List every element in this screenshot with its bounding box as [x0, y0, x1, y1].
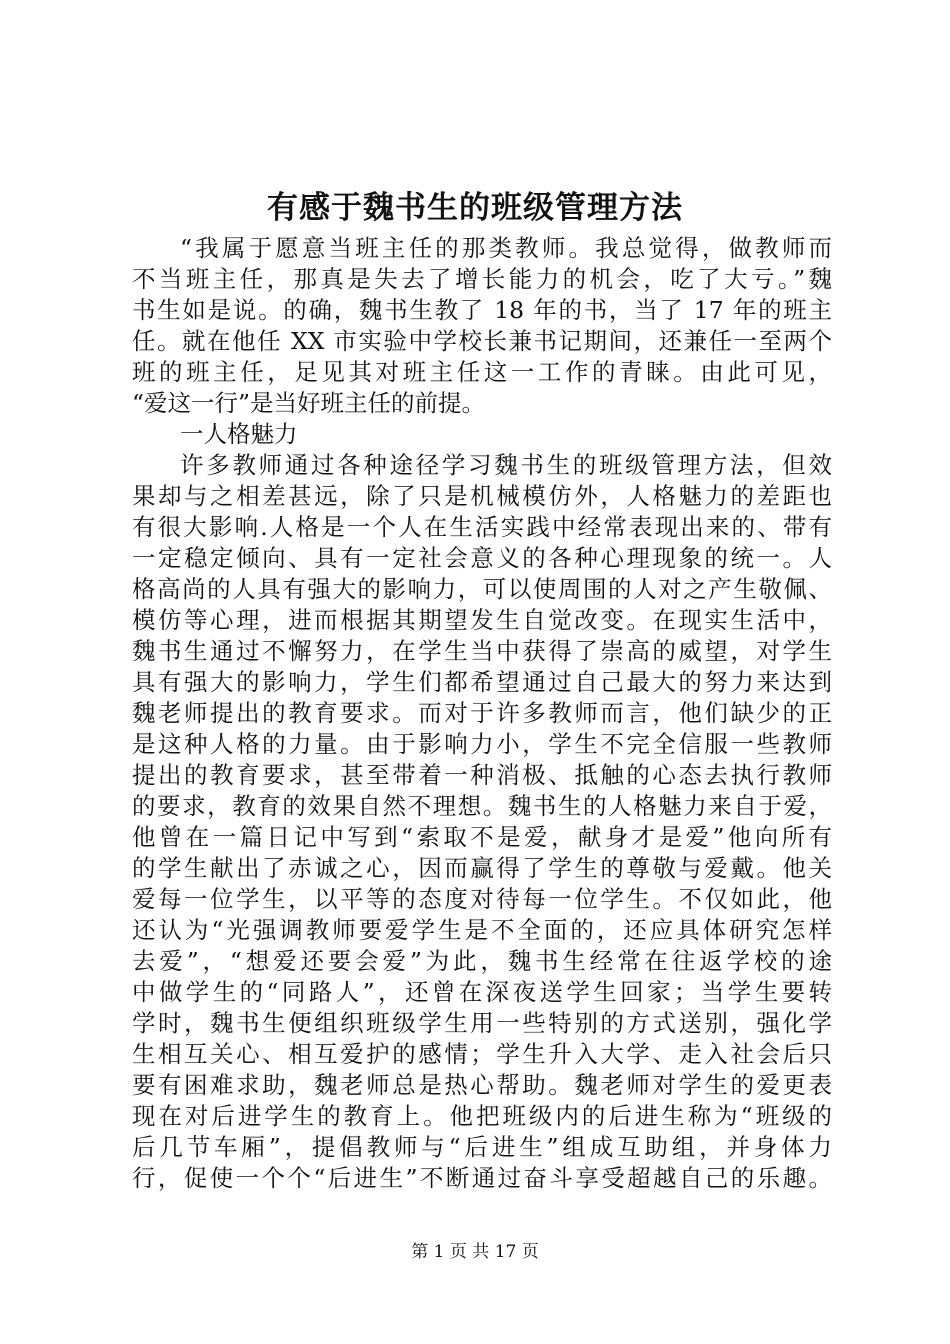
text-line: “爱这一行”是当好班主任的前提。 [132, 389, 486, 417]
text-line: 的要求，教育的效果自然不理想。魏书生的人格魅力来自于爱， [132, 792, 832, 820]
text-line: 提出的教育要求，甚至带着一种消极、抵触的心态去执行教师 [132, 761, 832, 789]
text-line: 任。就在他任 XX 市实验中学校长兼书记期间，还兼任一至两个 [132, 327, 832, 355]
text-line: 书生如是说。的确，魏书生教了 18 年的书，当了 17 年的班主 [132, 296, 832, 324]
document-title: 有感于魏书生的班级管理方法 [267, 190, 683, 226]
text-line: 爱每一位学生，以平等的态度对待每一位学生。不仅如此，他 [132, 885, 832, 913]
text-line: 还认为“光强调教师要爱学生是不全面的，还应具体研究怎样 [132, 916, 832, 944]
text-line: 果却与之相差甚远，除了只是机械模仿外，人格魅力的差距也 [132, 482, 832, 510]
text-line: 格高尚的人具有强大的影响力，可以使周围的人对之产生敬佩、 [132, 575, 832, 603]
text-line: 中做学生的“同路人”，还曾在深夜送学生回家；当学生要转 [132, 978, 832, 1006]
text-line: 要有困难求助，魏老师总是热心帮助。魏老师对学生的爱更表 [132, 1071, 832, 1099]
text-line: 行，促使一个个“后进生”不断通过奋斗享受超越自己的乐趣。 [132, 1164, 832, 1192]
text-line: 去爱”，“想爱还要会爱”为此，魏书生经常在往返学校的途 [132, 947, 832, 975]
page-number-footer: 第 1 页 共 17 页 [411, 1242, 539, 1262]
text-line: 是这种人格的力量。由于影响力小，学生不完全信服一些教师 [132, 730, 832, 758]
section-heading: 一人格魅力 [180, 420, 298, 448]
text-line: “我属于愿意当班主任的那类教师。我总觉得，做教师而 [180, 234, 832, 262]
text-line: 一定稳定倾向、具有一定社会意义的各种心理现象的统一。人 [132, 544, 832, 572]
text-line: 他曾在一篇日记中写到“索取不是爱，献身才是爱”他向所有 [132, 823, 832, 851]
text-line: 现在对后进学生的教育上。他把班级内的后进生称为“班级的 [132, 1102, 832, 1130]
text-line: 班的班主任，足见其对班主任这一工作的青睐。由此可见， [132, 358, 832, 386]
text-line: 不当班主任，那真是失去了增长能力的机会，吃了大亏。”魏 [132, 265, 832, 293]
text-line: 有很大影响.人格是一个人在生活实践中经常表现出来的、带有 [132, 513, 832, 541]
text-line: 生相互关心、相互爱护的感情；学生升入大学、走入社会后只 [132, 1040, 832, 1068]
text-line: 的学生献出了赤诚之心，因而赢得了学生的尊敬与爱戴。他关 [132, 854, 832, 882]
text-line: 模仿等心理，进而根据其期望发生自觉改变。在现实生活中， [132, 606, 832, 634]
text-line: 学时，魏书生便组织班级学生用一些特别的方式送别，强化学 [132, 1009, 832, 1037]
text-line: 许多教师通过各种途径学习魏书生的班级管理方法，但效 [180, 451, 832, 479]
text-line: 后几节车厢”，提倡教师与“后进生”组成互助组，并身体力 [132, 1133, 832, 1161]
text-line: 魏老师提出的教育要求。而对于许多教师而言，他们缺少的正 [132, 699, 832, 727]
text-line: 具有强大的影响力，学生们都希望通过自己最大的努力来达到 [132, 668, 832, 696]
text-line: 魏书生通过不懈努力，在学生当中获得了崇高的威望，对学生 [132, 637, 832, 665]
